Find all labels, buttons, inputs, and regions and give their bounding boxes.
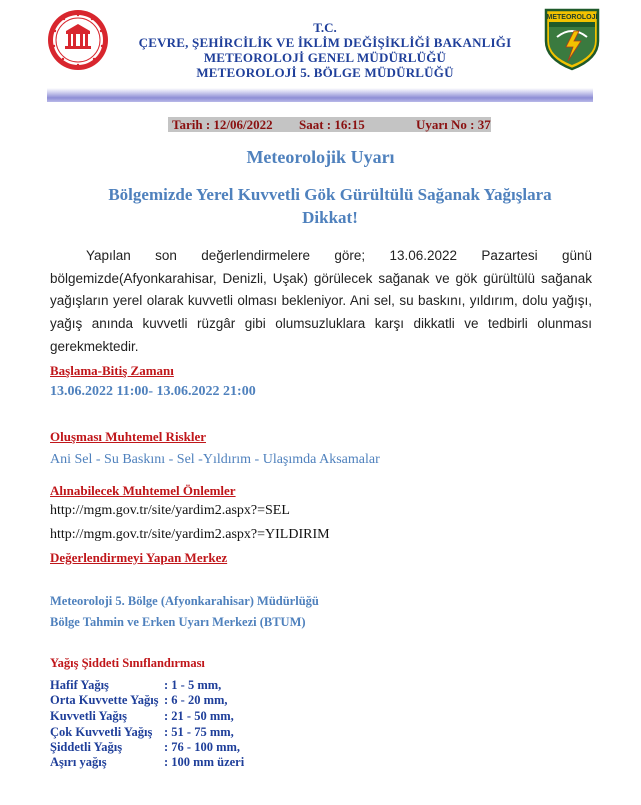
class-name: Hafif Yağış — [50, 678, 109, 692]
header-tc: T.C. — [313, 20, 337, 35]
link-sel[interactable]: http://mgm.gov.tr/site/yardim2.aspx?=SEL — [50, 503, 290, 518]
class-name: Aşırı yağış — [50, 755, 107, 769]
risk-section-heading: Oluşması Muhtemel Riskler — [50, 429, 206, 444]
classification-heading: Yağış Şiddeti Sınıflandırması — [50, 656, 205, 670]
risk-list: Ani Sel - Su Baskını - Sel -Yıldırım - Ulaşımda Aksamalar — [50, 452, 380, 467]
header-titles — [110, 20, 540, 80]
info-bar — [168, 117, 491, 132]
center-btum: Bölge Tahmin ve Erken Uyarı Merkezi (BTUM) — [50, 615, 306, 629]
page-title: Meteorolojik Uyarı — [246, 147, 395, 167]
warning-subtitle: Bölgemizde Yerel Kuvvetli Gök Gürültülü Sağanak Yağışlara Dikkat! — [108, 185, 552, 227]
class-name: Orta Kuvvette Yağış — [50, 693, 159, 707]
header-divider — [47, 88, 593, 102]
ministry-emblem-icon — [47, 9, 109, 71]
date-label: Tarih : 12/06/2022 — [172, 117, 273, 132]
paragraph-text: Yapılan son değerlendirmelere göre; 13.06.2022 Pazartesi günü bölgemizde(Afyonkarahisar, Denizli, Uşak) görülecek sağanak ve gök gürültülü sağanak yağışların yerel olarak kuvvetli olması bekleniyor. Ani sel, su baskını, yıldırım, dolu yağışı, yağış anında kuvvetli rüzgâr gibi olumsuzluklara karşı dikkatli ve tedbirli olunması gerekmektedir. — [50, 248, 592, 354]
class-name: Şiddetli Yağış — [50, 740, 123, 754]
header-regional: METEOROLOJİ 5. BÖLGE MÜDÜRLÜĞÜ — [196, 65, 454, 80]
time-section-heading: Başlama-Bitiş Zamanı — [50, 363, 174, 378]
header-ministry: ÇEVRE, ŞEHİRCİLİK VE İKLİM DEĞİŞİKLİĞİ BAKANLIĞI — [138, 35, 512, 50]
class-value: : 51 - 75 mm, — [164, 725, 234, 739]
center-section-heading: Değerlendirmeyi Yapan Merkez — [50, 550, 228, 565]
measures-section-heading: Alınabilecek Muhtemel Önlemler — [50, 483, 236, 498]
class-name: Çok Kuvvetli Yağış — [50, 725, 153, 739]
warning-number: Uyarı No : 37 — [416, 117, 491, 132]
header-directorate: METEOROLOJİ GENEL MÜDÜRLÜĞÜ — [203, 50, 447, 65]
class-name: Kuvvetli Yağış — [50, 709, 127, 723]
meteoroloji-logo-icon — [543, 7, 601, 71]
svg-text:METEOROLOJİ: METEOROLOJİ — [546, 14, 598, 21]
center-directorate: Meteoroloji 5. Bölge (Afyonkarahisar) Müdürlüğü — [50, 594, 319, 608]
class-value: : 76 - 100 mm, — [164, 740, 241, 754]
time-range: 13.06.2022 11:00- 13.06.2022 21:00 — [50, 384, 256, 399]
class-value: : 21 - 50 mm, — [164, 709, 234, 723]
class-value: : 1 - 5 mm, — [164, 678, 222, 692]
class-value: : 6 - 20 mm, — [164, 693, 228, 707]
warning-paragraph — [50, 245, 592, 359]
class-value: : 100 mm üzeri — [164, 755, 245, 769]
time-label: Saat : 16:15 — [299, 117, 365, 132]
link-yildirim[interactable]: http://mgm.gov.tr/site/yardim2.aspx?=YILDIRIM — [50, 527, 330, 542]
